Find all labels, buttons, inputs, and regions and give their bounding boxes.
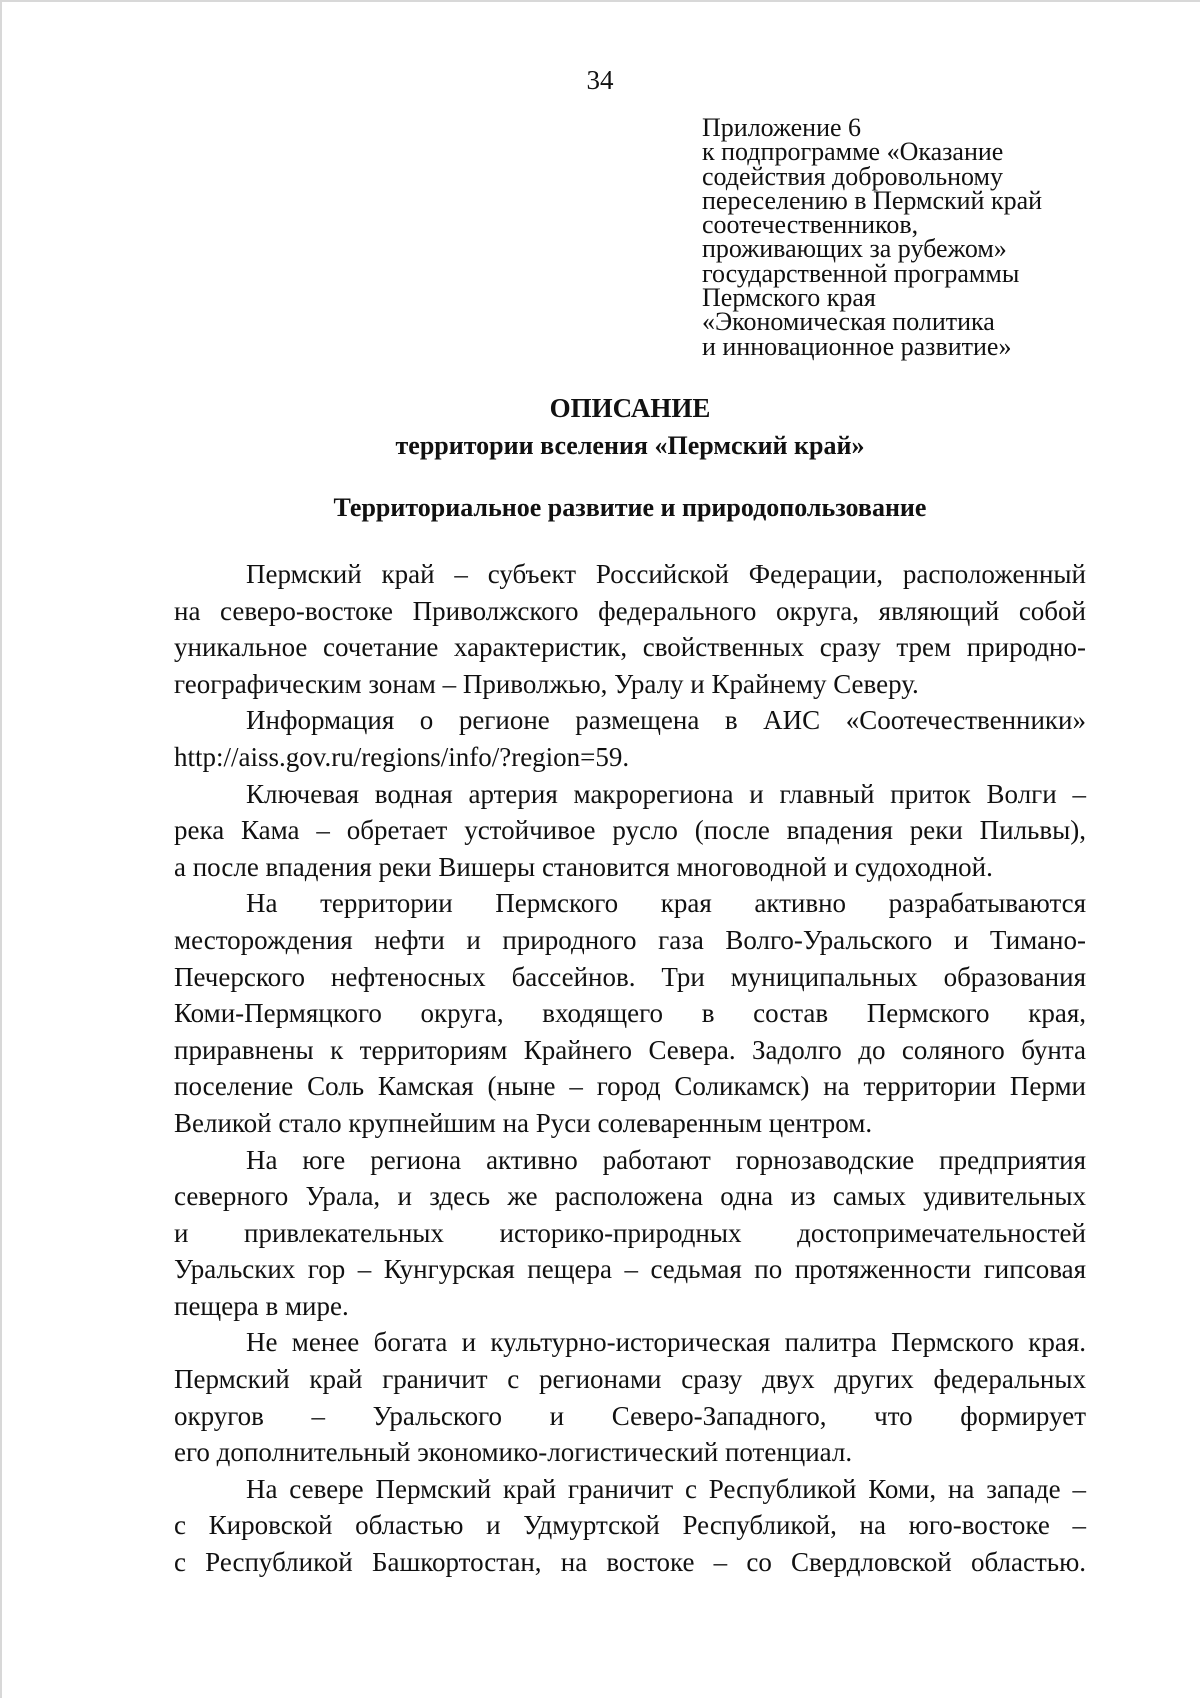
- paragraph: [174, 885, 1086, 1141]
- annex-line: Пермского края: [702, 283, 876, 313]
- paragraph-line: его дополнительный экономико-логистический потенциал.: [174, 1437, 853, 1468]
- paragraph-line: Коми-Пермяцкого округа, входящего в состав Пермского края,: [174, 998, 1086, 1029]
- paragraph-line: и привлекательных историко-природных достопримечательностей: [174, 1217, 1086, 1248]
- paragraph-line: На севере Пермский край граничит с Республикой Коми, на западе –: [246, 1473, 1086, 1504]
- paragraph-line: уникальное сочетание характеристик, свойственных сразу трем природно-: [174, 632, 1086, 663]
- paragraph: [174, 556, 1086, 702]
- annex-line: переселению в Пермский край: [702, 185, 1043, 215]
- paragraph-line: поселение Соль Камская (ныне – город Соликамск) на территории Перми: [174, 1071, 1086, 1102]
- paragraph-line: Не менее богата и культурно-историческая палитра Пермского края.: [246, 1327, 1086, 1358]
- paragraph-line: с Республикой Башкортостан, на востоке – со Свердловской областью.: [174, 1547, 1086, 1578]
- paragraph-line: Ключевая водная артерия макрорегиона и главный приток Волги –: [246, 778, 1086, 809]
- section-heading: Территориальное развитие и природопользование: [333, 493, 927, 522]
- annex-header: [702, 113, 1122, 361]
- paragraph-line: Великой стало крупнейшим на Руси солеваренным центром.: [174, 1107, 873, 1138]
- document-title: ОПИСАНИЕ: [549, 393, 711, 423]
- paragraph: [174, 1142, 1086, 1325]
- paragraph-line: приравнены к территориям Крайнего Севера. Задолго до соляного бунта: [174, 1034, 1086, 1065]
- paragraph-line: река Кама – обретает устойчивое русло (после впадения реки Пильвы),: [174, 815, 1086, 846]
- paragraph: [174, 702, 1086, 775]
- annex-line: «Экономическая политика: [702, 307, 995, 337]
- paragraph-line: Пермский край – субъект Российской Федерации, расположенный: [246, 559, 1086, 589]
- paragraph: [174, 1324, 1086, 1470]
- paragraph-line: Уральских гор – Кунгурская пещера – седьмая по протяженности гипсовая: [174, 1254, 1086, 1285]
- annex-line: проживающих за рубежом»: [702, 234, 1007, 264]
- paragraph-line: Информация о регионе размещена в АИС «Соотечественники»: [246, 705, 1086, 736]
- paragraph-line: На юге региона активно работают горнозаводские предприятия: [246, 1144, 1086, 1175]
- annex-line: содействия добровольному: [702, 161, 1003, 191]
- scan-edge-left: [0, 0, 2, 1698]
- page-number: 34: [586, 65, 614, 95]
- annex-line: и инновационное развитие»: [702, 331, 1012, 361]
- paragraph-line: http://aiss.gov.ru/regions/info/?region=59.: [174, 741, 630, 772]
- paragraph-line: месторождения нефти и природного газа Волго-Уральского и Тимано-: [174, 924, 1086, 955]
- paragraph-line: географическим зонам – Приволжью, Уралу и Крайнему Северу.: [174, 668, 919, 699]
- scan-edge-top: [0, 0, 1200, 2]
- document-subtitle: территории вселения «Пермский край»: [395, 431, 865, 460]
- annex-line: к подпрограмме «Оказание: [702, 137, 1004, 167]
- paragraph-line: а после впадения реки Вишеры становится многоводной и судоходной.: [174, 851, 993, 882]
- annex-line: государственной программы: [702, 258, 1020, 288]
- paragraph-line: на северо-востоке Приволжского федерального округа, являющий собой: [174, 595, 1086, 626]
- paragraph-line: с Кировской областью и Удмуртской Республикой, на юго-востоке –: [174, 1510, 1086, 1541]
- paragraph-line: северного Урала, и здесь же расположена одна из самых удивительных: [174, 1181, 1086, 1212]
- paragraph: [174, 776, 1086, 886]
- annex-line: Приложение 6: [702, 113, 862, 142]
- paragraph-line: Печерского нефтеносных бассейнов. Три муниципальных образования: [174, 961, 1086, 992]
- paragraph: [174, 1471, 1086, 1581]
- body-text: [174, 556, 1086, 1581]
- paragraph-line: округов – Уральского и Северо-Западного, что формирует: [174, 1400, 1086, 1431]
- paragraph-line: На территории Пермского края активно разрабатываются: [246, 888, 1086, 919]
- annex-line: соотечественников,: [702, 210, 919, 240]
- paragraph-line: пещера в мире.: [174, 1290, 349, 1321]
- paragraph-line: Пермский край граничит с регионами сразу двух других федеральных: [174, 1364, 1086, 1395]
